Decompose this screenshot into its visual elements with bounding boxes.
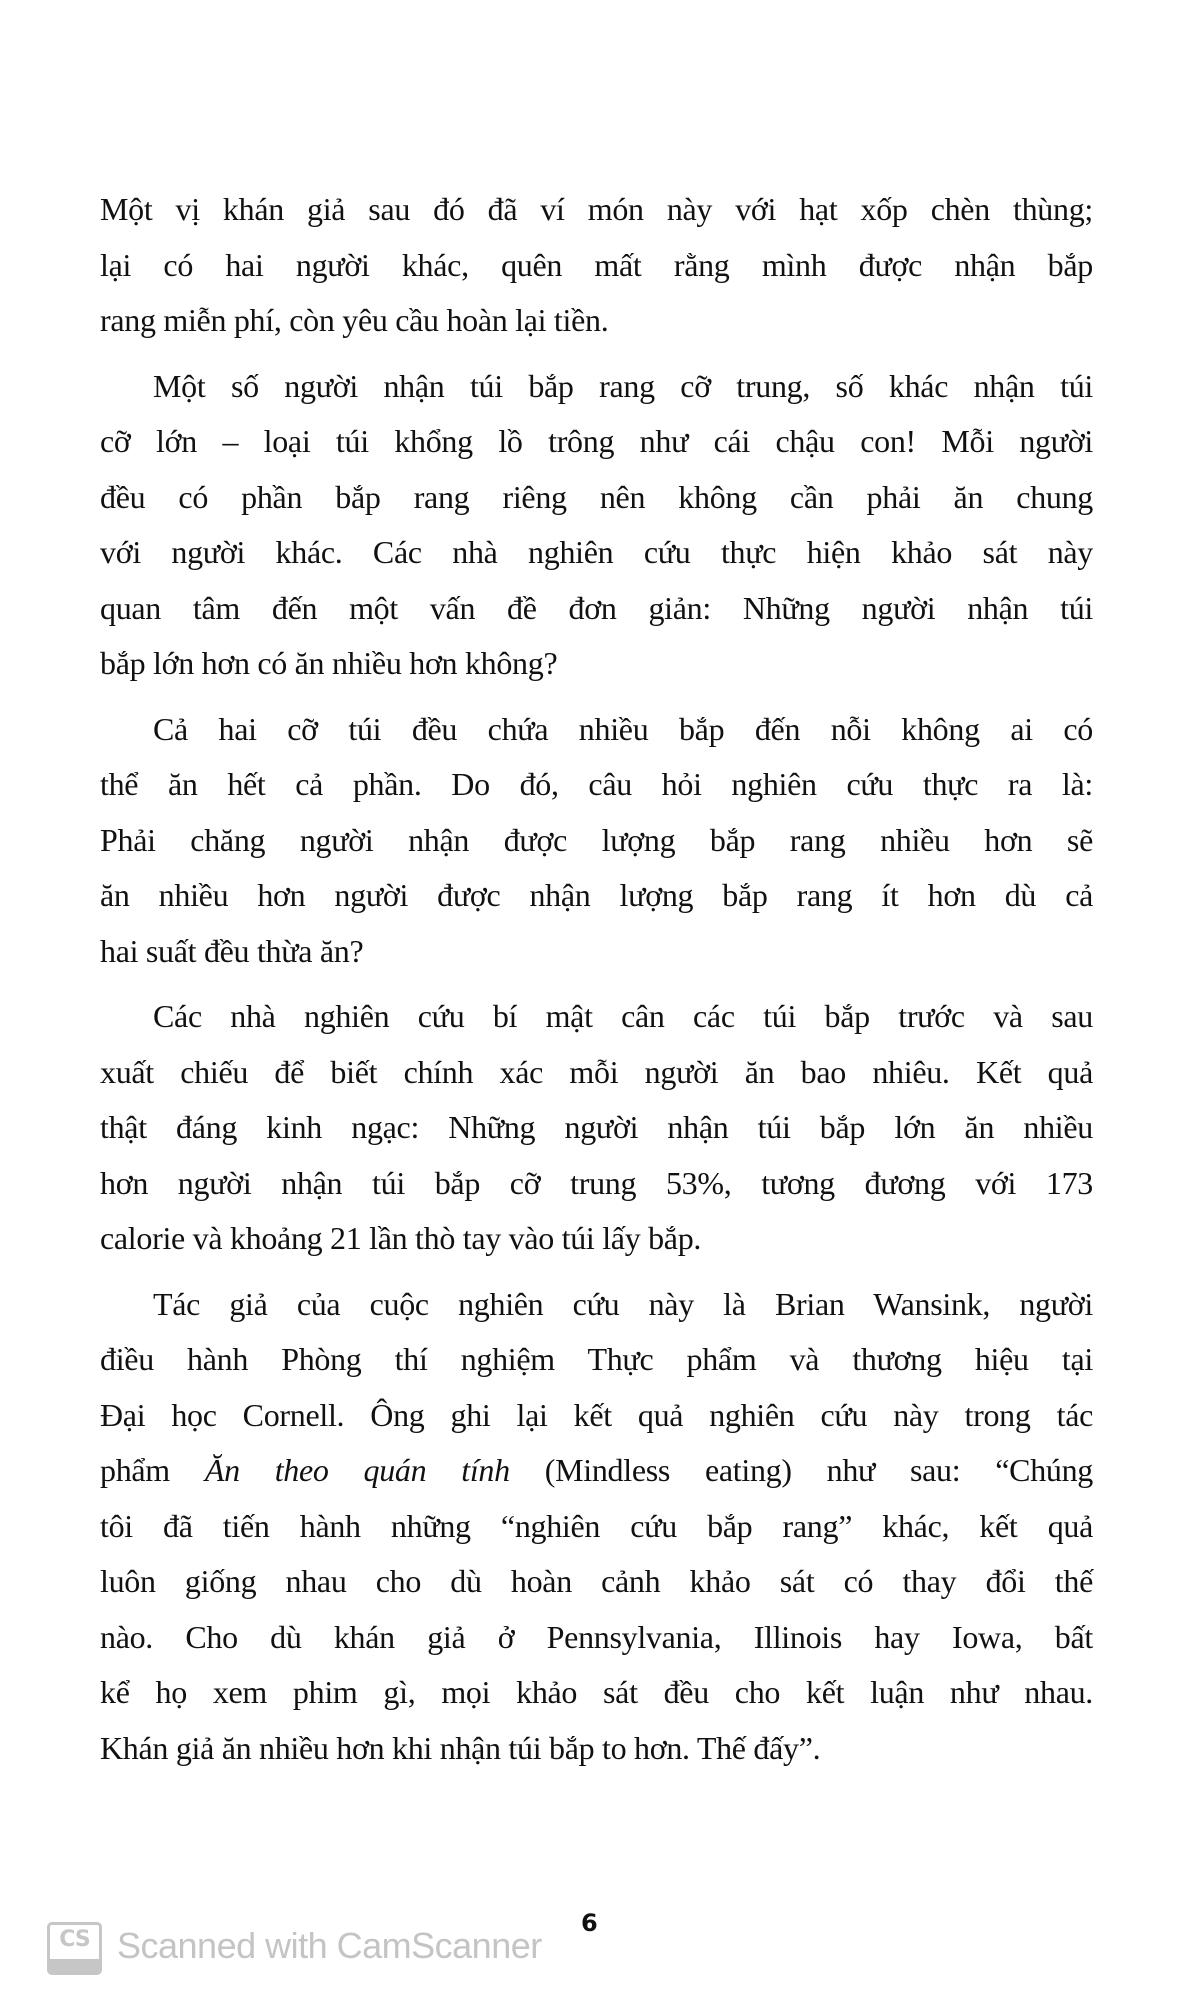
book-title-italic: Ăn theo quán tính <box>204 1452 510 1488</box>
paragraph-4 <box>100 989 1093 1267</box>
text-line: bắp lớn hơn có ăn nhiều hơn không? <box>100 645 558 681</box>
camscanner-logo-icon <box>47 1922 102 1975</box>
logo-text: CS <box>59 1927 90 1952</box>
text-line: Cả hai cỡ túi đều chứa nhiều bắp đến nỗi không ai có <box>153 710 1093 747</box>
text-line: Tác giả của cuộc nghiên cứu này là Brian Wansink, người <box>153 1285 1093 1322</box>
text-segment: phẩm <box>100 1452 205 1488</box>
text-line: hai suất đều thừa ăn? <box>100 932 364 969</box>
text-line: Các nhà nghiên cứu bí mật cân các túi bắp trước và sau <box>153 998 1093 1034</box>
paragraph-5 <box>100 1277 1093 1777</box>
text-line: Đại học Cornell. Ông ghi lại kết quả nghiên cứu này trong tác <box>100 1396 1093 1433</box>
text-line: điều hành Phòng thí nghiệm Thực phẩm và thương hiệu tại <box>100 1341 1093 1377</box>
text-line: hơn người nhận túi bắp cỡ trung 53%, tương đương với 173 <box>100 1164 1093 1201</box>
text-line: nào. Cho dù khán giả ở Pennsylvania, Illinois hay Iowa, bất <box>100 1618 1093 1655</box>
page-number: 6 <box>581 1909 598 1937</box>
text-line: quan tâm đến một vấn đề đơn giản: Những người nhận túi <box>100 589 1093 626</box>
text-line: với người khác. Các nhà nghiên cứu thực hiện khảo sát này <box>100 534 1093 570</box>
text-line: Một số người nhận túi bắp rang cỡ trung, số khác nhận túi <box>153 367 1093 404</box>
text-line: Một vị khán giả sau đó đã ví món này với hạt xốp chèn thùng; <box>100 191 1093 227</box>
logo-bar <box>50 1959 99 1972</box>
text-line-with-book-title <box>100 1443 1093 1499</box>
text-line: thể ăn hết cả phần. Do đó, câu hỏi nghiên cứu thực ra là: <box>100 766 1093 802</box>
text-line: luôn giống nhau cho dù hoàn cảnh khảo sát có thay đổi thế <box>100 1563 1093 1599</box>
text-line: rang miễn phí, còn yêu cầu hoàn lại tiền. <box>100 302 609 338</box>
text-line: tôi đã tiến hành những “nghiên cứu bắp rang” khác, kết quả <box>100 1507 1093 1544</box>
text-line: Phải chăng người nhận được lượng bắp rang nhiều hơn sẽ <box>100 821 1093 858</box>
watermark-text: Scanned with CamScanner <box>117 1925 542 1966</box>
paragraph-1 <box>100 182 1093 349</box>
text-line: đều có phần bắp rang riêng nên không cần phải ăn chung <box>100 478 1093 515</box>
text-segment: (Mindless eating) như sau: “Chúng <box>509 1452 1093 1488</box>
paragraph-2 <box>100 359 1093 692</box>
body-text <box>100 182 1093 1786</box>
text-line: lại có hai người khác, quên mất rằng mình được nhận bắp <box>100 246 1093 283</box>
text-line: thật đáng kinh ngạc: Những người nhận túi bắp lớn ăn nhiều <box>100 1109 1093 1145</box>
text-line: xuất chiếu để biết chính xác mỗi người ăn bao nhiêu. Kết quả <box>100 1053 1093 1090</box>
paragraph-3 <box>100 702 1093 980</box>
text-line: kể họ xem phim gì, mọi khảo sát đều cho kết luận như nhau. <box>100 1674 1093 1710</box>
text-line: ăn nhiều hơn người được nhận lượng bắp rang ít hơn dù cả <box>100 877 1093 913</box>
text-line: calorie và khoảng 21 lần thò tay vào túi lấy bắp. <box>100 1220 702 1256</box>
text-line: Khán giả ăn nhiều hơn khi nhận túi bắp to hơn. Thế đấy”. <box>100 1729 821 1766</box>
text-line: cỡ lớn – loại túi khổng lồ trông như cái chậu con! Mỗi người <box>100 423 1093 459</box>
